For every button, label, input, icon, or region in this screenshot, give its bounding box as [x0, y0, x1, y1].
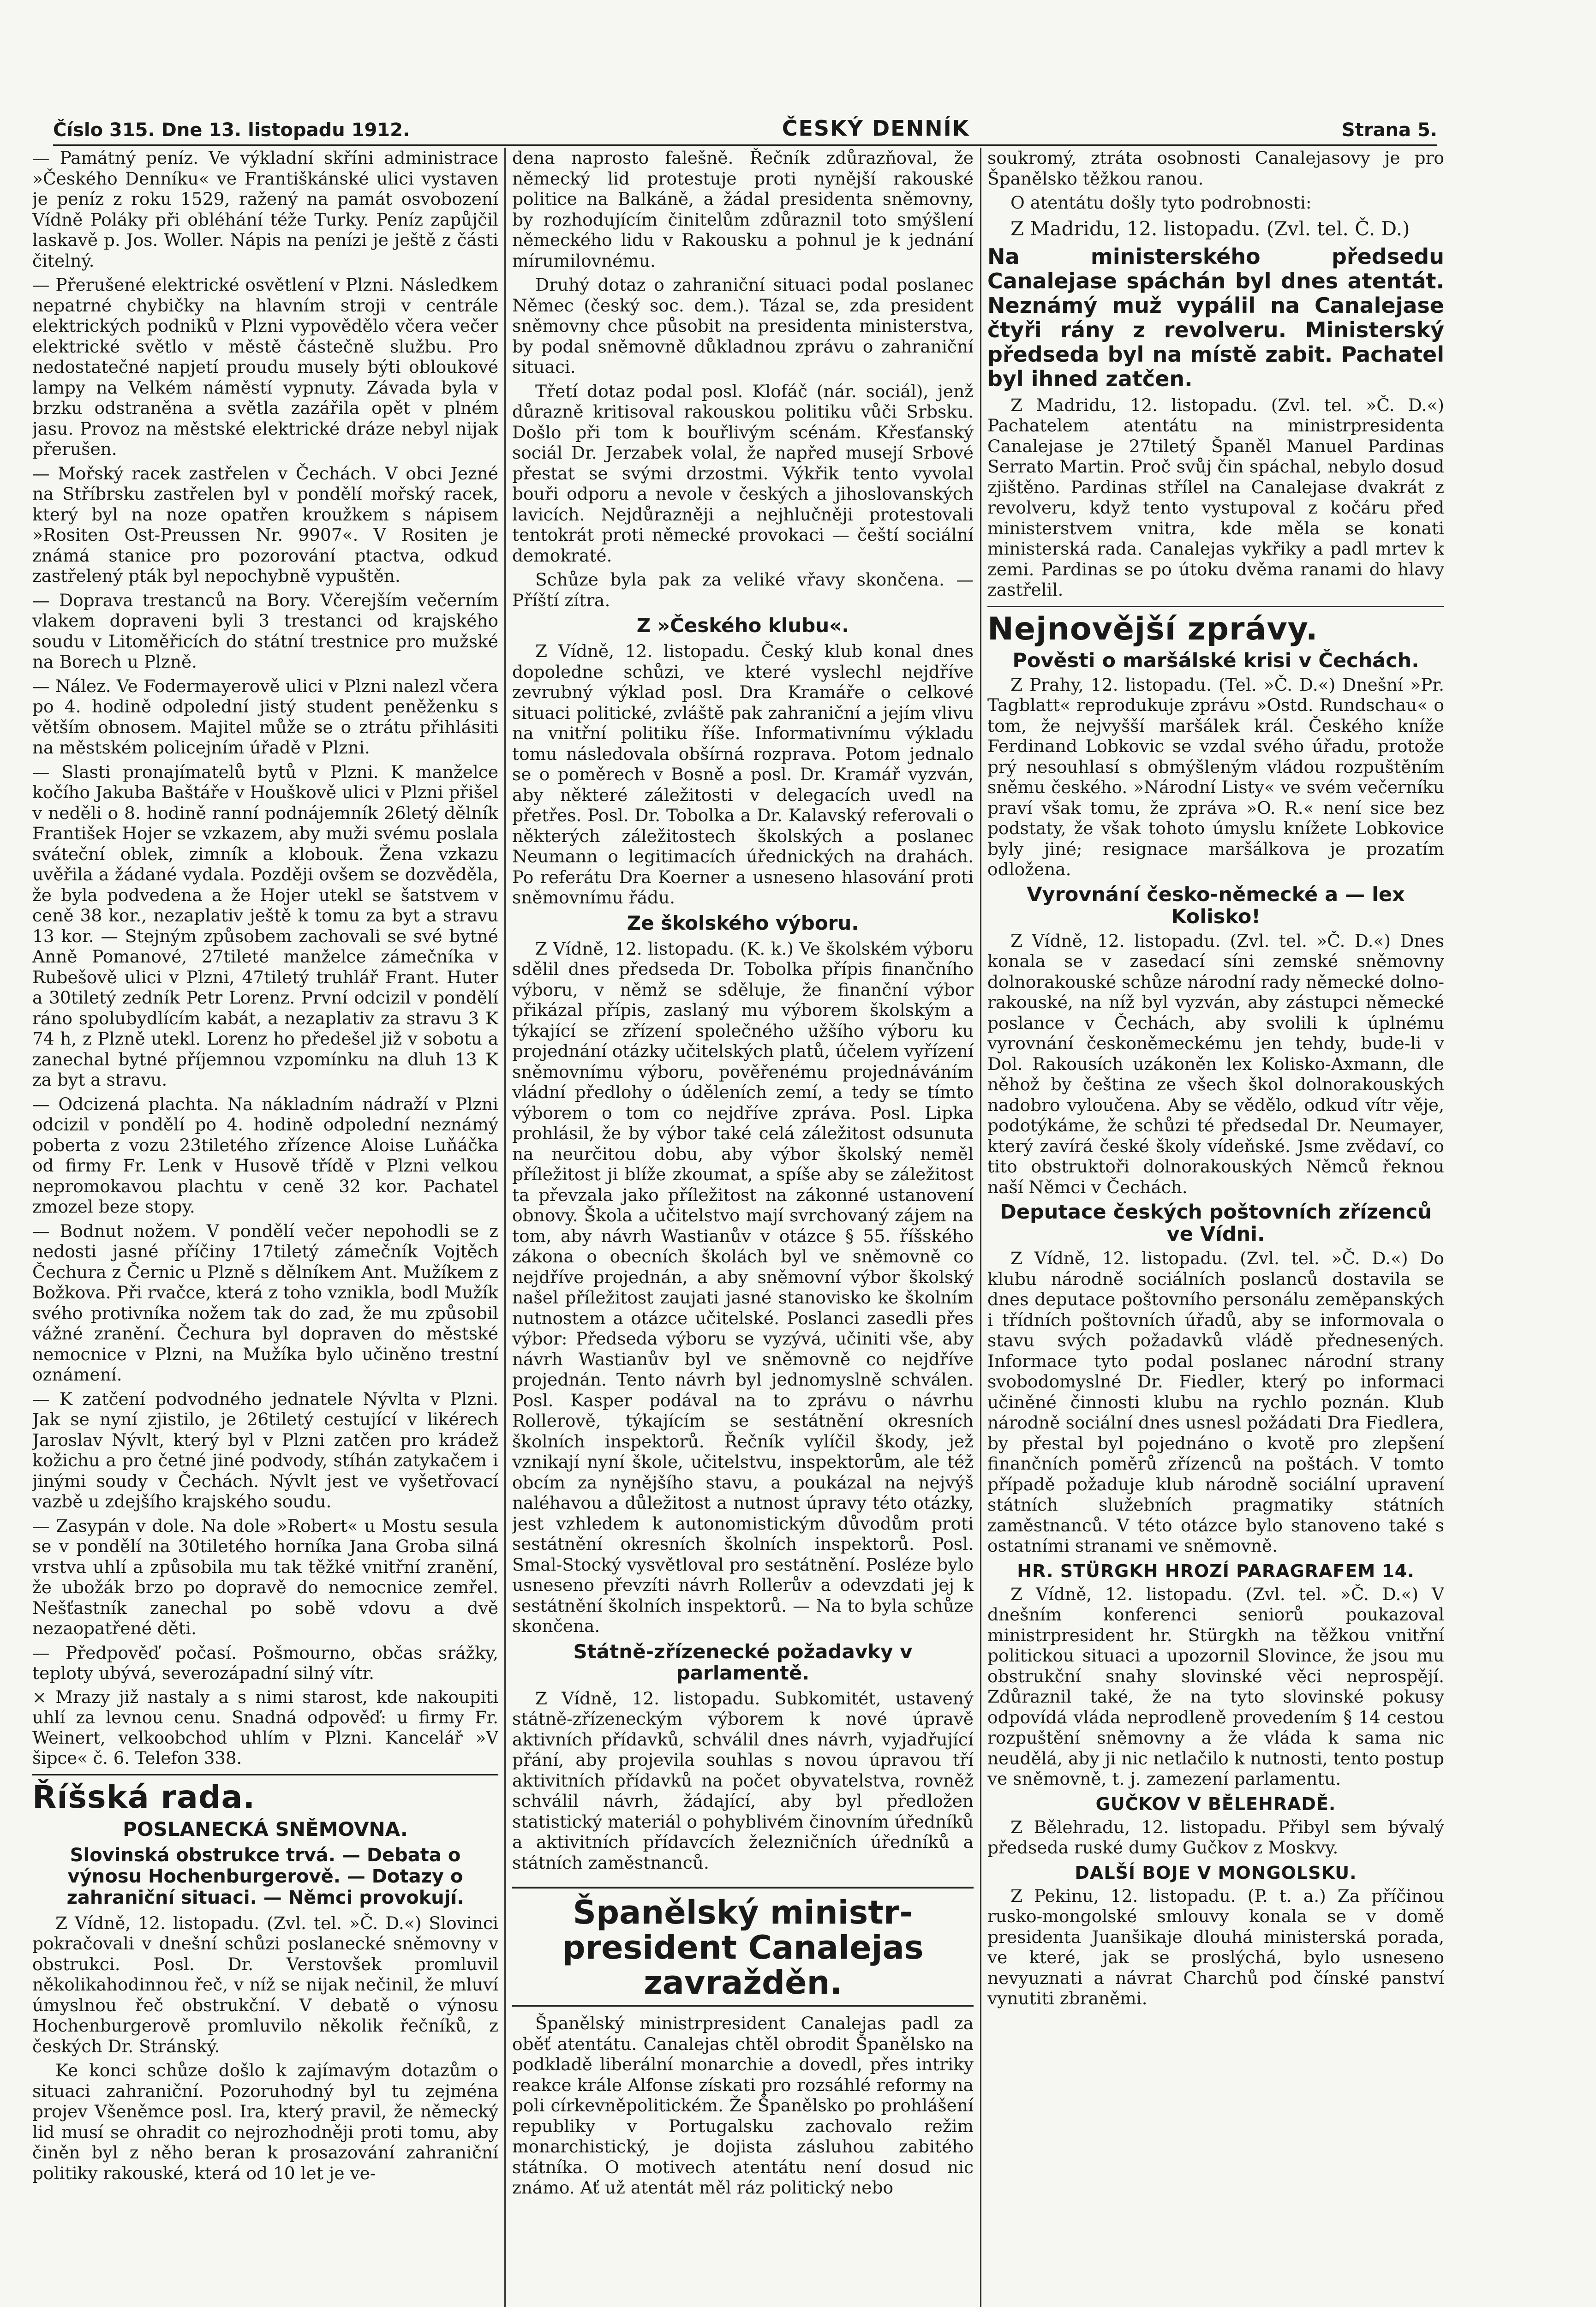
weather-forecast: — Předpověď počasí. Pošmourno, občas srážky, teploty ubývá, severozápadní silný vítr.: [32, 1642, 498, 1683]
headline-mongolsko: DALŠÍ BOJE V MONGOLSKU.: [1075, 1862, 1357, 1883]
article-sturgkh: Z Vídně, 12. listopadu. (Zvl. tel. »Č. D.«) V dnešním konferenci seniorů poukazoval ministrpresident hr. Stürgkh na těžkou vnitřní politickou situaci a upozornil Slovince, že jsou mu obstrukční snahy slovinské věci neprospějí. Zdůraznil také, že na tyto slovinské pokusy odpovídá vláda neprodleně provedením § 14 cestou rozpuštění sněmovny a že vláda k sama nic neudělá, aby ji nic netlačilo k nutnosti, tento postup ve sněmovně, t. j. zamezení parlamentu.: [987, 1584, 1444, 1789]
headline-canalejas-zavrazden: Španělský ministr-president Canalejas zavražděn.: [512, 1887, 974, 2007]
newspaper-title: ČESKÝ DENNÍK: [782, 116, 970, 141]
page-header: [53, 113, 1437, 146]
page-number: Strana 5.: [1341, 120, 1437, 141]
headline-deputace-postovnich: Deputace českých poštovních zřízenců ve Vídni.: [1000, 1201, 1432, 1246]
bulletin-madrid-dateline: Z Madridu, 12. listopadu. (Zvl. tel. Č. D.): [1010, 217, 1410, 240]
headline-marsalska-krise: Pověsti o maršálské krisi v Čechách.: [1012, 649, 1419, 672]
article-madrid-pachatel: Z Madridu, 12. listopadu. (Zvl. tel. »Č. D.«) Pachatelem atentátu na ministrpresidenta Canalejase je 27tiletý Španěl Manuel Pardinas Serrato Martin. Proč svůj čin spáchal, nebylo dosud zjištěno. Pardinas střílel na Canalejase dvakrát z revolveru, když tento vystupoval z kočáru před ministerstvem vnitra, kde měla se konati ministerská rada. Canalejas vykřiky a padl mrtev k zemi. Pardinas se po útoku dvěma ranami do hlavy zastřelil.: [987, 394, 1444, 600]
article-slasti-pronajimatelu: — Slasti pronajímatelů bytů v Plzni. K manželce kočího Jakuba Baštáře v Houškově ulici v Plzni přišel v neděli o 8. hodině ranní podnájemník 26letý dělník František Hojer se vzkazem, aby muži svému poslala sváteční oblek, zimník a klobouk. Žena vzkazu uvěřila a žádané vydala. Později ovšem se dozvěděla, že byla podvedena a že Hojer utekl se šatstvem v ceně 38 kor., nezaplativ ještě k tomu za byt a stravu 13 kor. — Stejným způsobem zachovali se své bytné Anně Pomanové, 27tileté manželce zámečníka v Rubešově ulici v Plzni, 47tiletý truhlář Frant. Huter a 30tiletý zedník Petr Lorenz. První odcizil v pondělí ráno spolubydlícím kabát, a nezaplativ za stravu 3 K 74 h, z Plzně utekl. Lorenz ho předešel již v sobotu a zanechal bytné příjemnou vzpomínku na dluh 13 K za byt a stravu.: [32, 761, 498, 1090]
headline-sturgkh: HR. STÜRGKH HROZÍ PARAGRAFEM 14.: [1017, 1560, 1415, 1581]
article-schuze-skoncena: Schůze byla pak za veliké vřavy skončena. — Příští zítra.: [512, 569, 974, 610]
article-pamatny-peniz: — Památný peníz. Ve výkladní skříni administrace »Českého Denníku« ve Františkánské ulici vystaven je peníz z roku 1529, ražený na památ osvobození Vídně Poláky při obléhání téže Turky. Peníz zapůjčil laskavě p. Jos. Woller. Nápis na penízi je ještě z části čitelný.: [32, 148, 498, 271]
article-marsalska-krise: Z Prahy, 12. listopadu. (Tel. »Č. D.«) Dnešní »Pr. Tagblatt« reprodukuje zprávu »Ostd. Rundschau« o tom, že nejvyšší maršálek král. Českého kníže Ferdinand Lobkovic se vzdal svého úřadu, protože prý nesouhlasí s obmýšleným vládou rozpuštěním sněmu českého. »Národní Listy« ve svém večerníku praví však tomu, že zpráva »O. R.« není sice bez podstaty, že však tohoto úmyslu knížete Lobkovice byly jiné; resignace maršálkova je prozatím odložena.: [987, 674, 1444, 879]
article-canalejas: Španělský ministrpresident Canalejas padl za oběť atentátu. Canalejas chtěl obrodit Španělsko na podkladě liberální monarchie a dovedl, přes intriky reakce krále Alfonse získati pro rozsáhlé reformy na poli církevněpolitickém. Že Španělsko po prohlášení republiky v Portugalsku zachovalo režim monarchistický, je dojista zásluhou zabitého státníka. O motivech atentátu není dosud nic známo. Ať už atentát měl ráz politický nebo: [512, 2013, 974, 2198]
article-lex-kolisko: Z Vídně, 12. listopadu. (Zvl. tel. »Č. D.«) Dnes konala se v zasedací síni zemské sněmovny dolnorakouské schůze národní rady německé dolno-rakouské, na níž byl vyzván, aby zástupci německé poslance v Čechách, aby svolili k úplnému vyrovnání českoněmeckému jen tehdy, bude-li v Dol. Rakousích uzákoněn lex Kolisko-Axmann, dle něhož by čeština ze všech škol dolnorakouských nadobro vyloučena. Aby se vědělo, odkud vítr věje, podotýkáme, že schůzi té předsedal Dr. Neumayer, který zavírá české školy vídeňské. Jsme zvědaví, co tito obstruktoři dolnorakouských Němců řeknou naší Němci v Čechách.: [987, 930, 1444, 1197]
article-cesky-klub: Z Vídně, 12. listopadu. Český klub konal dnes dopoledne schůzi, ve které vyslechl nejdříve zevrubný výklad posl. Dra Kramáře o celkové situaci politické, zvláště pak zahraniční a jejím vlivu na vnitřní politiku říše. Informativnímu výkladu tomu následovala obšírná rozprava. Potom jednalo se o poměrech v Bosně a posl. Dr. Kramář vyzván, aby některé záležitosti v delegacích uvedl na přetřes. Posl. Dr. Tobolka a Dr. Kalavský referovali o některých záležitostech školských a poslanec Neumann o legitimacích úřednických na drahách. Po referátu Dra Koerner a usneseno hlasování proti sněmovnímu řádu.: [512, 641, 974, 908]
article-deputace-postovnich: Z Vídně, 12. listopadu. (Zvl. tel. »Č. D.«) Do klubu národně sociálních poslanců dostavila se dnes deputace poštovního personálu zeměpanských i třídních poštovních úřadů, aby se informovala o stavu svých požadavků vládě přednesených. Informace tyto podal poslanec národní strany svobodomyslné Dr. Fiedler, který po informaci učiněné činnosti klubu na rychlo poznán. Klub národně sociální dnes usnesl požádati Dra Fiedlera, by přestal byl pojednáno o kvotě pro zlepšení finančních poměrů zřízenců na poštách. V tomto případě požaduje klub národně sociální upravení státních služebních pragmatiky státních zaměstnanců. V této otázce bylo stanoveno také s ostatními stranami ve sněmovně.: [987, 1248, 1444, 1556]
bulletin-madrid-text: Na ministerského předsedu Canalejase spáchán byl dnes atentát. Neznámý muž vypálil na Canalejase čtyři rány z revolveru. Ministerský předseda byl na místě zabit. Pachatel byl ihned zatčen.: [987, 244, 1444, 391]
section-title-risska-rada: Říšská rada.: [32, 1779, 256, 1816]
column-rule: [980, 148, 981, 2307]
column-3: [987, 148, 1444, 2307]
column-2: [512, 148, 974, 2307]
article-atentat-podrobnosti: O atentátu došly tyto podrobnosti:: [1010, 192, 1312, 213]
article-snemovna-p2: Ke konci schůze došlo k zajímavým dotazům o situaci zahraniční. Pozoruhodný byl tu zejména projev Všeněmce posl. Ira, který pravil, že německý lid musí se ohradit co nejrozhodněji proti tomu, aby činěn byl z něho beran k prosazování zahraniční politiky rakouské, která od 10 let je ve-: [32, 2060, 498, 2183]
article-canalejas-cont: soukromý, ztráta osobnosti Canalejasovy je pro Španělsko těžkou ranou.: [987, 148, 1444, 189]
column-1: [32, 148, 498, 2307]
headline-cesky-klub: Z »Českého klubu«.: [636, 614, 849, 637]
article-zatceni-nyvlta: — K zatčení podvodného jednatele Nývlta v Plzni. Jak se nyní zjistilo, je 26tiletý cestující v likérech Jaroslav Nývlt, který byl v Plzni zatčen pro krádež kožichu a pro četné jiné podvody, stíhán zatykačem i jinými soudy v Čechách. Nývlt jest ve vyšetřovací vazbě u zdejšího krajského soudu.: [32, 1388, 498, 1512]
article-zasypan-v-dole: — Zasypán v dole. Na dole »Robert« u Mostu sesula se v pondělí na 30tiletého horníka Jana Groba silná vrstva uhlí a způsobila mu tak těžké vnitřní zranění, že ubožák brzo po dopravě do nemocnice zemřel. Nešťastník zanechal po sobě vdovu a dvě nezaopatřené děti.: [32, 1515, 498, 1638]
headline-guckov: GUČKOV V BĚLEHRADĚ.: [1095, 1793, 1336, 1814]
article-druhy-dotaz: Druhý dotaz o zahraniční situaci podal poslanec Němec (český soc. dem.). Tázal se, zda president sněmovny chce působit na presidenta ministerstva, by podal sněmovně důkladnou zprávu o zahraniční situaci.: [512, 275, 974, 377]
article-treti-dotaz: Třetí dotaz podal posl. Klofáč (nár. sociál), jenž důrazně kritisoval rakouskou politiku vůči Srbsku. Došlo při tom k bouřlivým scénám. Křesťanský sociál Dr. Jerzabek volal, že napřed musejí Srbové přestat se svými drzostmi. Výkřik tento vyvolal bouři odporu a nevole v českých a jihoslovanských lavicích. Nejdůrazněji a nejhlučněji protestovali tentokrát proti německé provokaci — čeští sociální demokraté.: [512, 381, 974, 566]
section-title-nejnovejsi-zpravy: Nejnovější zprávy.: [987, 610, 1318, 647]
column-rule: [504, 148, 506, 2307]
article-statne-zrizenecke: Z Vídně, 12. listopadu. Subkomitét, ustavený státně-zřízeneckým výborem k nové úpravě aktivních přídavků, schválil dnes návrh, vyjadřující přání, aby projevila souhlas s novou úpravou tří aktivitních přídavků na počet obyvatelstva, rovněž schválil návrh, žádající, aby byl předložen statistický materiál o pohyblivém činovním úředníků a aktivitních přídavcích železničních úředníků a státních zaměstnanců.: [512, 1688, 974, 1873]
section-subtitle-snemovna: POSLANECKÁ SNĚMOVNA.: [123, 1817, 408, 1841]
article-nalez: — Nález. Ve Fodermayerově ulici v Plzni nalezl včera po 4. hodině odpolední jistý student peněženku s větším obnosem. Majitel může se o ztrátu přihlásiti na městském policejním úřadě v Plzni.: [32, 675, 498, 758]
article-elektricke-osvetleni: — Přerušené elektrické osvětlení v Plzni. Následkem nepatrné chybičky na hlavním stroji v centrále elektrických podniků v Plzni vypovědělo včera večer elektrické světlo v městě částečně službu. Pro nedostatečné napjetí proudu musely býti obloukové lampy na Velkém náměstí vypnuty. Závada byla v brzku odstraněna a světla zazářila opět v plném jasu. Provoz na městské elektrické dráze nebyl nijak přerušen.: [32, 275, 498, 459]
section-divider: [32, 1774, 498, 1775]
headline-skolsky-vybor: Ze školského výboru.: [627, 911, 859, 934]
issue-number-date: Číslo 315. Dne 13. listopadu 1912.: [53, 120, 410, 141]
headline-slovinska-obstrukce: Slovinská obstrukce trvá. — Debata o výnosu Hochenburgerově. — Dotazy o zahraniční situaci. — Němci provokují.: [66, 1844, 464, 1908]
article-snemovna-p1: Z Vídně, 12. listopadu. (Zvl. tel. »Č. D.«) Slovinci pokračovali v dnešní schůzi poslanecké sněmovny v obstrukci. Posl. Dr. Verstovšek promluvil několikahodinnou řeč, v níž se nijak nečinil, že mluví úmyslnou řeč obstrukční. V debatě o výnosu Hochenburgerově promluvilo několik řečníků, z českých Dr. Stránský.: [32, 1913, 498, 2056]
article-bodnut-nozem: — Bodnut nožem. V pondělí večer nepohodli se z nedosti jasné příčiny 17tiletý zámečník Vojtěch Čechura z Černic u Plzně s dělníkem Ant. Mužíkem z Božkova. Při rvačce, která z toho vznikla, bodl Mužík svého protivníka nožem tak do zad, že mu způsobil vážné zranění. Čechura byl dopraven do městské nemocnice v Plzni, na Mužíka bylo učiněno trestní oznámení.: [32, 1220, 498, 1385]
article-odcizena-plachta: — Odcizená plachta. Na nákladním nádraží v Plzni odcizil v pondělí po 4. hodině odpolední neznámý poberta z vozu 23tiletého zřízence Aloise Luňáčka od firmy Fr. Lenk v Husově třídě v Plzni velkou nepromokavou plachtu v ceně 32 kor. Pachatel zmozel beze stopy.: [32, 1094, 498, 1217]
article-guckov: Z Bělehradu, 12. listopadu. Přibyl sem bývalý předseda ruské dumy Gučkov z Moskvy.: [987, 1817, 1444, 1858]
article-doprava-trestancu: — Doprava trestanců na Bory. Včerejším večerním vlakem dopraveni byli 3 trestanci od krajského soudu v Litoměřicích do státní trestnice pro mužské na Borech u Plzně.: [32, 590, 498, 672]
section-divider: [987, 606, 1444, 607]
headline-lex-kolisko: Vyrovnání česko-německé a — lex Kolisko!: [1027, 883, 1405, 928]
coal-advertisement: × Mrazy již nastaly a s nimi starost, kde nakoupiti uhlí za levnou cenu. Snadná odpověď: u firmy Fr. Weinert, velkoobchod uhlím v Plzni. Kancelář »V šipce« č. 6. Telefon 338.: [32, 1687, 498, 1768]
article-mongolsko: Z Pekinu, 12. listopadu. (P. t. a.) Za příčinou rusko-mongolské smlouvy konala se v domě presidenta Juanšikaje dlouhá ministerská porada, ve které, jak se proslýchá, bylo usneseno nevyuznati a návrat Charchů pod čínské panství vynutiti zbraněmi.: [987, 1885, 1444, 2008]
article-snemovna-cont: dena naprosto falešně. Řečník zdůrazňoval, že německý lid protestuje proti nynější rakouské politice na Balkáně, a žádal presidenta sněmovny, by rozhodujícím činitelům zdůraznil toto smýšlení německého lidu v Rakousku a pohnul je k jednání mírumilovnému.: [512, 148, 974, 271]
article-skolsky-vybor: Z Vídně, 12. listopadu. (K. k.) Ve školském výboru sdělil dnes předseda Dr. Tobolka přípis finančního výboru, v němž se sděluje, že finanční výbor přikázal přípis, zaslaný mu výborem školským a týkající se zřízení společného užšího výboru ku projednání otázky učitelských platů, účelem vyřízení sněmovnímu výboru, pověřenému projednáváním vládní předlohy o úděleních zemí, a tedy se tímto výborem o tom co nejdříve zpráva. Posl. Lipka prohlásil, že by výbor také celá záležitost odsunuta na neurčitou dobu, aby výbor školský neměl příležitost ji blíže zkoumat, a spíše aby se záležitost ta převzala jako příležitost na zákonné ustanovení obnovy. Škola a učitelstvo mají svrchovaný zájem na tom, aby návrh Wastianův v otázce § 55. říšského zákona o obecních školách byl ve sněmovně co nejdříve projednán, a aby sněmovní výbor školský našel příležitost zaujati jasné stanovisko ke školním nutnostem a otázce učitelské. Poslanci zasedli přes výbor: Předseda výboru se vyzývá, učiniti vše, aby návrh Wastianův byl ve sněmovně co nejdříve projednán. Tento návrh byl jednomyslně schválen. Posl. Kasper podával na to zprávu o návrhu Rollerově, týkajícím se sestátnění okresních školních inspektorů. Řečník vylíčil škody, jež vznikají nyní škole, učitelstvu, inspektorům, ale též obcím za nynějšího stavu, a poukázal na nejvýš naléhavou a důležitost a nutnost úpravy této otázky, jest vzhledem k autonomistickým důvodům proti sestátnění okresních školních inspektorů. Posl. Smal-Stocký vysvětloval pro sestátnění. Posléze bylo usneseno převzíti návrh Rollerův a odevzdati jej k sestátnění školních inspektorů. — Na to byla schůze skončena.: [512, 938, 974, 1636]
article-morsky-racek: — Mořský racek zastřelen v Čechách. V obci Jezné na Stříbrsku zastřelen byl v pondělí mořský racek, který byl na noze opatřen kroužkem s nápisem »Rositen Ost-Preussen Nr. 9907«. V Rositen je známá stanice pro pozorování ptactva, odkud zastřelený pták byl nepochybně vypuštěn.: [32, 463, 498, 586]
headline-statne-zrizenecke: Státně-zřízenecké požadavky v parlamentě.: [573, 1640, 913, 1684]
